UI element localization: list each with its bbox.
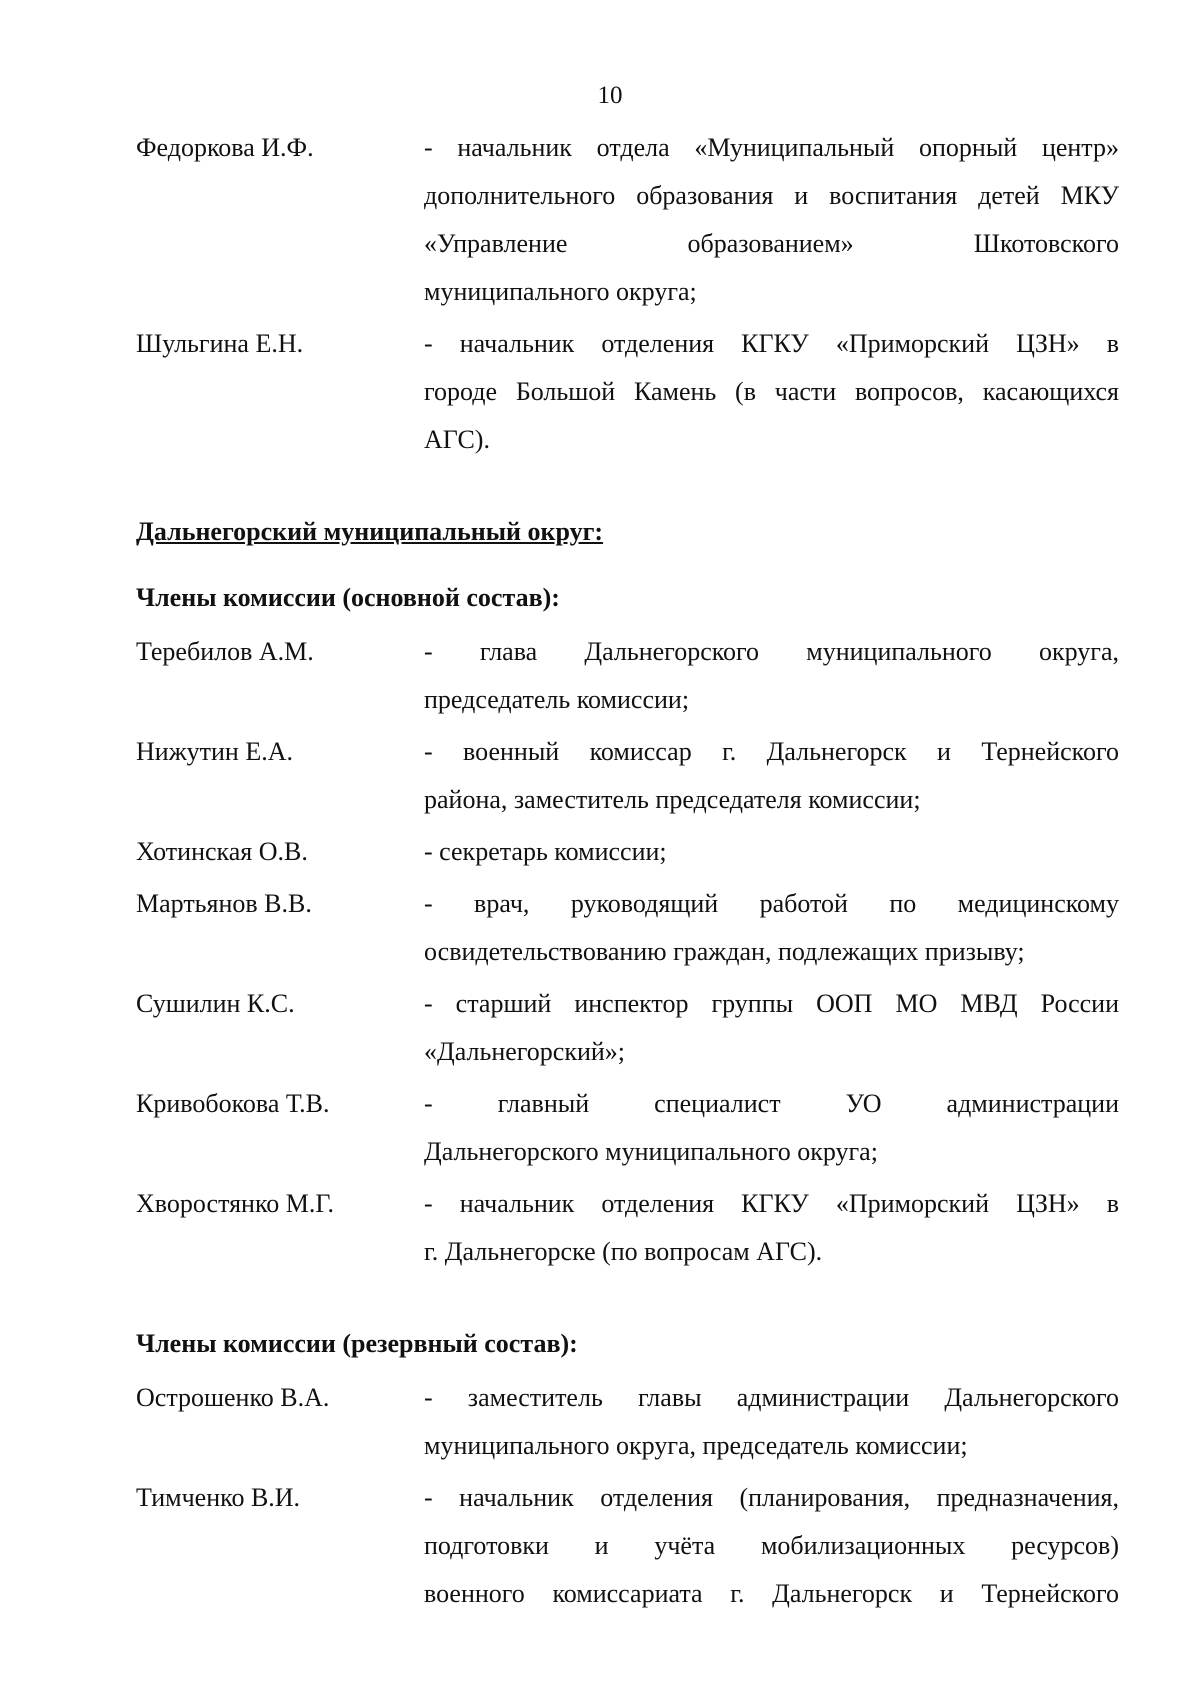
- member-name: Хворостянко М.Г.: [136, 1189, 334, 1218]
- member-entry: [136, 1374, 1119, 1470]
- member-role: [424, 320, 1119, 464]
- reserve-composition-heading: Члены комиссии (резервный состав):: [136, 1329, 578, 1358]
- role-line: муниципального округа;: [424, 277, 697, 306]
- member-entry: [136, 980, 1119, 1076]
- role-line: - начальник отделения (планирования, предназначения,: [424, 1483, 1119, 1512]
- member-role: [424, 1080, 1119, 1176]
- member-name: Нижутин Е.А.: [136, 737, 294, 766]
- member-entry: [136, 828, 1119, 876]
- role-line: - старший инспектор группы ООП МО МВД России: [424, 989, 1119, 1018]
- member-name: Тимченко В.И.: [136, 1483, 301, 1512]
- member-role: [424, 980, 1119, 1076]
- member-entry: [136, 728, 1119, 824]
- role-line: военного комиссариата г. Дальнегорск и Тернейского: [424, 1579, 1119, 1608]
- page-number: 10: [597, 82, 623, 109]
- role-line: - глава Дальнегорского муниципального округа,: [424, 637, 1119, 666]
- document-content: [136, 124, 1119, 1622]
- member-entry: [136, 320, 1119, 464]
- role-line: «Управление образованием» Шкотовского: [424, 229, 1119, 258]
- member-entry: [136, 124, 1119, 316]
- member-name: Хотинская О.В.: [136, 837, 308, 866]
- member-role: [424, 880, 1119, 976]
- role-line: района, заместитель председателя комиссии;: [424, 785, 921, 814]
- role-line: подготовки и учёта мобилизационных ресурсов): [424, 1531, 1119, 1560]
- top-entries: [136, 124, 1119, 464]
- role-line: - начальник отдела «Муниципальный опорный центр»: [424, 133, 1119, 162]
- role-line: городе Большой Камень (в части вопросов, касающихся: [424, 377, 1119, 406]
- role-line: - военный комиссар г. Дальнегорск и Тернейского: [424, 737, 1119, 766]
- member-name: Кривобокова Т.В.: [136, 1089, 330, 1118]
- role-line: - врач, руководящий работой по медицинскому: [424, 889, 1119, 918]
- member-name: Федоркова И.Ф.: [136, 133, 314, 162]
- role-line: г. Дальнегорске (по вопросам АГС).: [424, 1237, 823, 1266]
- role-line: - секретарь комиссии;: [424, 837, 667, 866]
- member-role: [424, 1180, 1119, 1276]
- member-role: [424, 728, 1119, 824]
- member-name: Теребилов А.М.: [136, 637, 314, 666]
- reserve-entries: [136, 1374, 1119, 1618]
- main-composition-heading: Члены комиссии (основной состав):: [136, 583, 560, 612]
- section-heading: Дальнегорский муниципальный округ:: [136, 517, 604, 546]
- member-role: [424, 124, 1119, 316]
- role-line: - начальник отделения КГКУ «Приморский ЦЗН» в: [424, 1189, 1119, 1218]
- member-entry: [136, 1474, 1119, 1618]
- role-line: - главный специалист УО администрации: [424, 1089, 1119, 1118]
- role-line: председатель комиссии;: [424, 685, 690, 714]
- role-line: Дальнегорского муниципального округа;: [424, 1137, 878, 1166]
- role-line: «Дальнегорский»;: [424, 1037, 626, 1066]
- role-line: освидетельствованию граждан, подлежащих призыву;: [424, 937, 1025, 966]
- member-role: [424, 628, 1119, 724]
- member-role: [424, 828, 1119, 876]
- member-name: Шульгина Е.Н.: [136, 329, 304, 358]
- member-name: Мартьянов В.В.: [136, 889, 312, 918]
- member-entry: [136, 880, 1119, 976]
- role-line: АГС).: [424, 425, 490, 454]
- member-role: [424, 1474, 1119, 1618]
- member-role: [424, 1374, 1119, 1470]
- member-name: Сушилин К.С.: [136, 989, 295, 1018]
- member-entry: [136, 1180, 1119, 1276]
- role-line: муниципального округа, председатель комиссии;: [424, 1431, 968, 1460]
- main-entries: [136, 628, 1119, 1276]
- member-name: Острошенко В.А.: [136, 1383, 330, 1412]
- member-entry: [136, 1080, 1119, 1176]
- role-line: - начальник отделения КГКУ «Приморский ЦЗН» в: [424, 329, 1119, 358]
- member-entry: [136, 628, 1119, 724]
- role-line: - заместитель главы администрации Дальнегорского: [424, 1383, 1119, 1412]
- role-line: дополнительного образования и воспитания детей МКУ: [424, 181, 1119, 210]
